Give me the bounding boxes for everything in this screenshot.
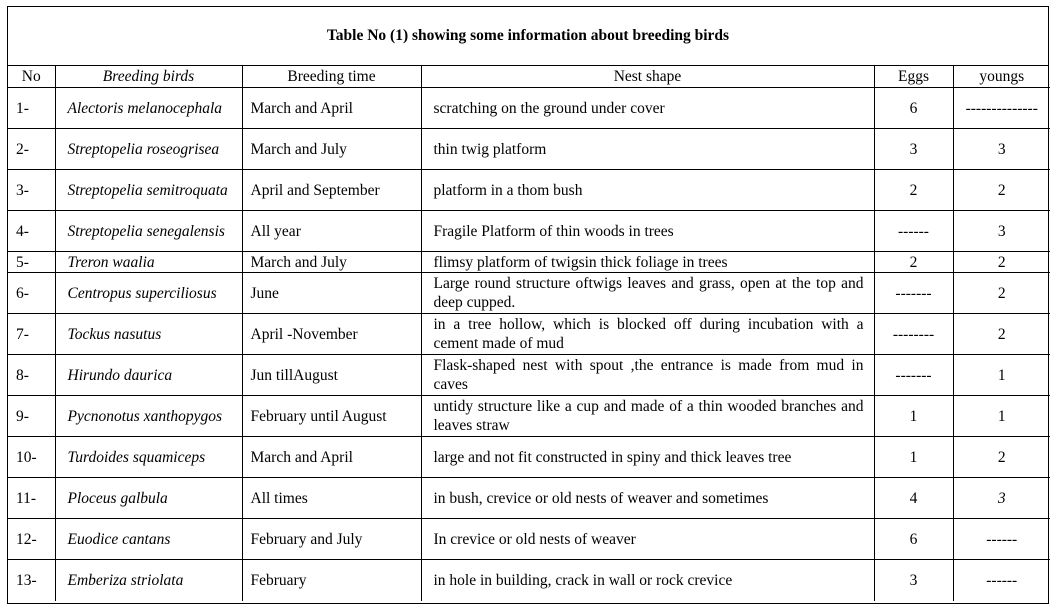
cell-youngs: 3 xyxy=(953,129,1050,170)
cell-eggs: 3 xyxy=(874,129,953,170)
cell-bird: Euodice cantans xyxy=(55,519,242,560)
cell-nest: thin twig platform xyxy=(421,129,874,170)
cell-no: 1- xyxy=(8,88,55,129)
table-row xyxy=(8,478,1050,519)
cell-eggs: ------- xyxy=(874,273,953,314)
cell-bird: Alectoris melanocephala xyxy=(55,88,242,129)
cell-nest: In crevice or old nests of weaver xyxy=(421,519,874,560)
cell-nest: in a tree hollow, which is blocked off during incubation with a cement made of mud xyxy=(421,314,874,355)
cell-bird: Hirundo daurica xyxy=(55,355,242,396)
table-row xyxy=(8,211,1050,252)
cell-time: Jun tillAugust xyxy=(242,355,421,396)
cell-nest: Fragile Platform of thin woods in trees xyxy=(421,211,874,252)
breeding-birds-table-frame xyxy=(7,6,1049,604)
cell-bird: Pycnonotus xanthopygos xyxy=(55,396,242,437)
table-row xyxy=(8,437,1050,478)
cell-nest: flimsy platform of twigsin thick foliage in trees xyxy=(421,252,874,273)
cell-no: 4- xyxy=(8,211,55,252)
cell-time: April and September xyxy=(242,170,421,211)
cell-time: March and April xyxy=(242,437,421,478)
cell-nest: Large round structure oftwigs leaves and grass, open at the top and deep cupped. xyxy=(421,273,874,314)
cell-time: February xyxy=(242,560,421,601)
cell-bird: Ploceus galbula xyxy=(55,478,242,519)
cell-no: 8- xyxy=(8,355,55,396)
cell-time: March and July xyxy=(242,252,421,273)
table-row xyxy=(8,129,1050,170)
cell-eggs: 2 xyxy=(874,252,953,273)
cell-no: 6- xyxy=(8,273,55,314)
cell-nest: scratching on the ground under cover xyxy=(421,88,874,129)
cell-youngs: 2 xyxy=(953,273,1050,314)
cell-bird: Turdoides squamiceps xyxy=(55,437,242,478)
cell-bird: Treron waalia xyxy=(55,252,242,273)
table-row xyxy=(8,560,1050,601)
cell-youngs: 3 xyxy=(953,478,1050,519)
table-row xyxy=(8,273,1050,314)
cell-time: February until August xyxy=(242,396,421,437)
cell-eggs: 6 xyxy=(874,519,953,560)
table-row xyxy=(8,252,1050,273)
cell-nest: untidy structure like a cup and made of a thin wooded branches and leaves straw xyxy=(421,396,874,437)
cell-no: 12- xyxy=(8,519,55,560)
table-row xyxy=(8,396,1050,437)
cell-nest: in hole in building, crack in wall or rock crevice xyxy=(421,560,874,601)
cell-youngs: 2 xyxy=(953,170,1050,211)
table-row xyxy=(8,519,1050,560)
cell-no: 7- xyxy=(8,314,55,355)
cell-nest: platform in a thom bush xyxy=(421,170,874,211)
cell-eggs: 1 xyxy=(874,396,953,437)
cell-eggs: 4 xyxy=(874,478,953,519)
table-row xyxy=(8,355,1050,396)
cell-no: 2- xyxy=(8,129,55,170)
cell-nest: in bush, crevice or old nests of weaver and sometimes xyxy=(421,478,874,519)
header-youngs: youngs xyxy=(953,66,1050,88)
cell-youngs: 2 xyxy=(953,314,1050,355)
header-nest-shape: Nest shape xyxy=(421,66,874,88)
cell-no: 13- xyxy=(8,560,55,601)
cell-no: 9- xyxy=(8,396,55,437)
cell-no: 11- xyxy=(8,478,55,519)
header-row xyxy=(8,66,1050,88)
header-breeding-birds: Breeding birds xyxy=(55,66,242,88)
table-caption: Table No (1) showing some information about breeding birds xyxy=(8,7,1048,66)
table-row xyxy=(8,88,1050,129)
cell-youngs: -------------- xyxy=(953,88,1050,129)
cell-bird: Streptopelia semitroquata xyxy=(55,170,242,211)
cell-bird: Tockus nasutus xyxy=(55,314,242,355)
cell-eggs: 3 xyxy=(874,560,953,601)
cell-youngs: 3 xyxy=(953,211,1050,252)
cell-eggs: 6 xyxy=(874,88,953,129)
cell-eggs: ------- xyxy=(874,355,953,396)
cell-time: June xyxy=(242,273,421,314)
cell-time: April -November xyxy=(242,314,421,355)
cell-eggs: 1 xyxy=(874,437,953,478)
cell-time: All times xyxy=(242,478,421,519)
header-eggs: Eggs xyxy=(874,66,953,88)
cell-eggs: -------- xyxy=(874,314,953,355)
cell-time: All year xyxy=(242,211,421,252)
cell-bird: Emberiza striolata xyxy=(55,560,242,601)
cell-bird: Streptopelia senegalensis xyxy=(55,211,242,252)
cell-youngs: ------ xyxy=(953,519,1050,560)
cell-bird: Streptopelia roseogrisea xyxy=(55,129,242,170)
cell-nest: Flask-shaped nest with spout ,the entrance is made from mud in caves xyxy=(421,355,874,396)
breeding-birds-table xyxy=(8,66,1050,601)
header-breeding-time: Breeding time xyxy=(242,66,421,88)
cell-bird: Centropus superciliosus xyxy=(55,273,242,314)
cell-youngs: 1 xyxy=(953,396,1050,437)
cell-nest: large and not fit constructed in spiny and thick leaves tree xyxy=(421,437,874,478)
table-row xyxy=(8,314,1050,355)
cell-time: March and July xyxy=(242,129,421,170)
cell-youngs: 1 xyxy=(953,355,1050,396)
header-no: No xyxy=(8,66,55,88)
cell-youngs: ------ xyxy=(953,560,1050,601)
cell-time: March and April xyxy=(242,88,421,129)
cell-time: February and July xyxy=(242,519,421,560)
cell-no: 10- xyxy=(8,437,55,478)
cell-no: 5- xyxy=(8,252,55,273)
cell-youngs: 2 xyxy=(953,252,1050,273)
cell-eggs: 2 xyxy=(874,170,953,211)
table-row xyxy=(8,170,1050,211)
cell-no: 3- xyxy=(8,170,55,211)
cell-eggs: ------ xyxy=(874,211,953,252)
cell-youngs: 2 xyxy=(953,437,1050,478)
